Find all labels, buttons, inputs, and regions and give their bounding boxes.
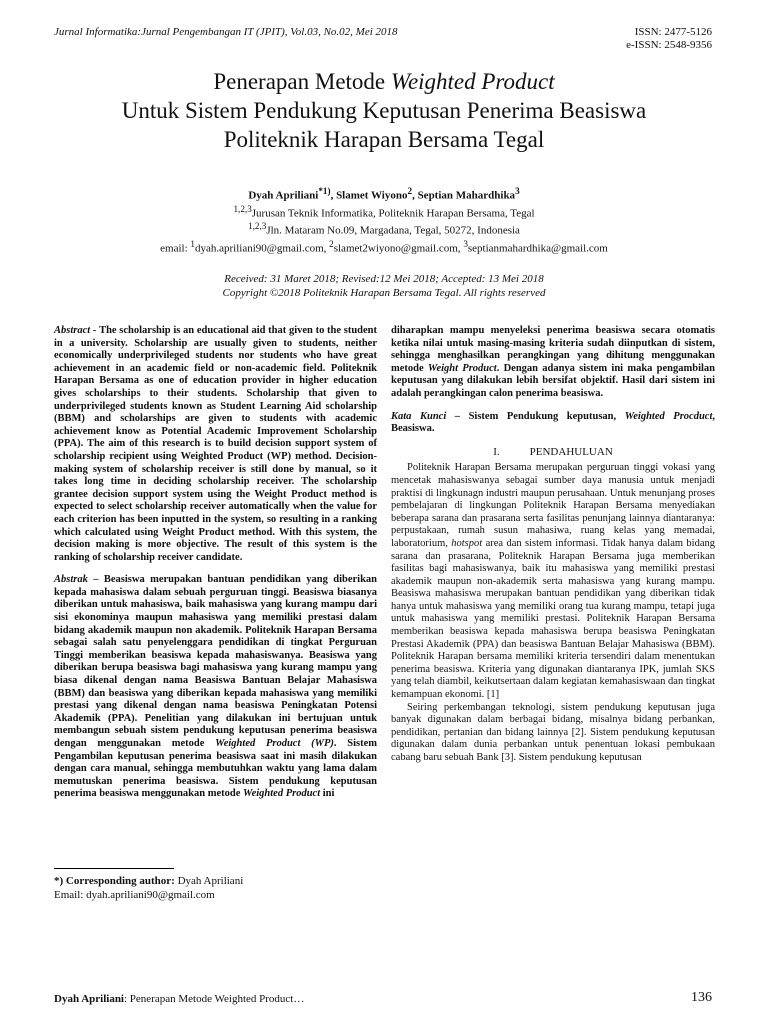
abstract-id-text-1: Beasiswa merupakan bantuan pendidikan yang diberikan kepada mahasiswa dalam sebuah perguruan tinggi. Beasiswa biasanya diberikan untuk mahasiswa, baik mahasiswa yang kurang mampu dari sisi ekonominya maupun mahasiswa yang memiliki prestasi dalam bidang akademik maupun non akademik. Politeknik Harapan Bersama sebagai salah satu penyelenggara pendidikan di tingkat Perguruan Tinggi memberikan beasiswa kepada mahasiswanya. Beasiswa yang diberikan berupa beasiswa bagi mahasiswa yang kurang mampu yang biasa dikenal dengan nama Beasiswa Bantuan Belajar Mahasiswa (BBM) dan beasiswa yang diberikan kepada mahasiswa yang memiliki prestasi yang dikenal dengan nama beasiswa Peningkatan Potensi Akademik (PPA). Penelitian yang dilakukan ini bertujuan untuk membangun sebuah sistem pendukung keputusan penerima beasiswa dengan menggunakan metode: [54, 574, 377, 749]
footer-title: : Penerapan Metode Weighted Product…: [124, 993, 305, 1005]
abstract-id-label: Abstrak –: [54, 574, 104, 586]
eissn: e-ISSN: 2548-9356: [626, 39, 712, 51]
corresponding-email: Email: dyah.apriliani90@gmail.com: [54, 889, 215, 901]
abstract-id-text-2: . Sistem Pengambilan keputusan penerima beasiswa saat ini masih dilakukan dengan cara manual, sehingga membutuhkan waktu yang lama dalam memutuskan penerima beasiswa. Sistem pendukung keputusan penerima beasiswa menggunakan metode: [54, 738, 377, 800]
keywords: [391, 411, 715, 436]
intro-p1-italic: hotspot: [451, 537, 483, 549]
abstract-en-text: The scholarship is an educational aid that given to the student in a university. Scholarship are usually given to students, neither economically underprivileged students nor students who have great achievement in an academic field or non-academic field. Politeknik Harapan Bersama as one of education provider in higher education gives scholarships to their students. Scholarship that given to underprivileged students known as Student Learning Aid scholarship (BBM) and scholarships are given to students with academic achievement know as Potential Academic Improvement Scholarship (PPA). The aim of this research is to build decision support system of scholarship recipient using Weighted Product (WP) method. Decision-making system of scholarship receiver is still done by manual, so it takes long time in deciding scholarship receiver. The scholarship grantee decision support system using the Weight Product method is expected to select scholarship receiver automatically when the value for each criterion has been inputted in the system, so resulting in a ranking which calculated using Weight Product method. With this system, the decision making is more objective. The result of this system is the ranking of scholarship receiver candidate.: [54, 325, 377, 563]
running-footer: [54, 993, 304, 1005]
right-column: [391, 325, 715, 765]
title-line-2: Untuk Sistem Pendukung Keputusan Penerima Beasiswa: [121, 98, 647, 123]
affiliation-1: $^{1,2,3}$Jurusan Teknik Informatika, Politeknik Harapan Bersama, Tegal: [233, 203, 535, 220]
footer-author: Dyah Apriliani: [54, 993, 124, 1005]
issn: ISSN: 2477-5126: [634, 26, 712, 38]
intro-p1-text-1: Politeknik Harapan Bersama merupakan perguruan tinggi vokasi yang mencetak mahasiswanya sebagai sumber daya manusia untuk menjadi praktisi di lingkunagn industri maupun perusahaan. Untuk menunjang proses pembelajaran di lingkungan Politeknik Harapan Bersama menyediakan beberapa sarana dan prasarana serta fasilitas penunjang lainnya diantaranya: perpustakaan, rumah susun mahasiwa, ruang kelas yang memadai, laboratorium,: [391, 462, 715, 549]
left-column: [54, 325, 377, 801]
abstract-id-text-3: ini: [320, 788, 335, 800]
abstract-id: [54, 574, 377, 801]
abstract-en-label: Abstract -: [54, 325, 100, 336]
keywords-text-pre: Sistem Pendukung keputusan,: [468, 410, 625, 422]
date-block: [0, 272, 768, 300]
author-block: [0, 185, 768, 256]
intro-paragraph-1: [391, 462, 715, 701]
corresponding-line: [54, 874, 377, 888]
issn-block: [626, 26, 712, 52]
keywords-label: Kata Kunci –: [391, 410, 469, 422]
title-line-3: Politeknik Harapan Bersama Tegal: [223, 127, 545, 152]
intro-p1-text-2: area dan sistem informasi. Tidak hanya dalam bidang sarana dan prasarana, Politeknik Harapan Bersama juga memberikan fasilitas bagi mahasiswanya, baik itu mahasiswa yang memiliki prestasi akademik maupun non-akademik serta mahasiswa yang kurang mampu. Beasiswa mahasiswa merupakan bantuan pendidikan yang diberikan tidak hanya untuk mahasiswa yang memiliki orang tua kurang mampu, tetapi juga untuk mahasiswa yang memiliki prestasi. Politeknik Harapan Bersama memberikan beasiswa kepada mahasiswa berupa beasiswa Peningkatan Prestasi Akademik (PPA) dan beasiswa Bantuan Belajar Mahasiswa (BBM). Politeknik Harapan bersama memiliki kriteria tersendiri dalam menentukan penerima beasiswa. Kriteria yang digunakan diantaranya IPK, jumlah SKS yang telah diambil, keikutsertaan dalam kegiatan kemahasiswaan dan tingkat kemampuan ekonomi. [1]: [391, 537, 715, 701]
section-number: I.: [493, 445, 500, 458]
affiliation-2: $^{1,2,3}$Jln. Mataram No.09, Margadana, Tegal, 50272, Indonesia: [248, 221, 520, 237]
author-emails: email: $^1$dyah.apriliani90@gmail.com, $^2$slamet2wiyono@gmail.com, $^3$septianmahardhika@gmail.com: [160, 238, 608, 255]
page-number: 136: [691, 990, 712, 1005]
footnote-divider: [54, 868, 174, 869]
abstract-id-continuation: [391, 325, 715, 401]
keywords-italic: Weighted Procduct: [624, 410, 713, 422]
abstract-cont-italic: Weight Product: [427, 362, 497, 374]
corresponding-name: Dyah Apriliani: [177, 875, 244, 887]
abstract-en: [54, 325, 377, 564]
received-dates: Received: 31 Maret 2018; Revised:12 Mei 2018; Accepted: 13 Mei 2018: [224, 273, 544, 285]
corresponding-author: [54, 874, 377, 902]
abstract-id-italic-1: Weighted Product (WP): [215, 738, 334, 749]
author-names: Dyah Apriliani$^{*1)}$, Slamet Wiyono$^2$, Septian Mahardhika$^3$: [248, 186, 520, 202]
corresponding-label: *) Corresponding author:: [54, 875, 178, 887]
title-line-1: [0, 67, 768, 96]
intro-paragraph-2: Seiring perkembangan teknologi, sistem pendukung keputusan juga banyak digunakan dalam berbagai bidang, misalnya bidang perbankan, pendidikan, pertanian dan bidang lainnya [2]. Sistem pendukung keputusan digunakan dalam dunia perbankan untuk penentuan lokasi pembukaan cabang baru sebuah Bank [3]. Sistem pendukung keputusan: [391, 701, 715, 763]
keywords-text-post: , Beasiswa.: [391, 410, 715, 435]
section-heading: [391, 446, 715, 459]
journal-header: Jurnal Informatika:Jurnal Pengembangan IT (JPIT), Vol.03, No.02, Mei 2018: [54, 26, 398, 38]
title-line-1-italic: Weighted Product: [390, 69, 555, 94]
title-line-1-text: Penerapan Metode: [213, 69, 391, 94]
section-title: PENDAHULUAN: [529, 445, 613, 458]
abstract-id-italic-2: Weighted Product: [243, 788, 321, 800]
copyright: Copyright ©2018 Politeknik Harapan Bersama Tegal. All rights reserved: [222, 287, 546, 299]
abstract-cont-text-2: . Dengan adanya sistem ini maka pengambilan keputusan yang dilakukan lebih bersifat objektif. Hasil dari sistem ini adalah perangkingan calon penerima beasiswa.: [391, 362, 716, 399]
paper-title: [0, 67, 768, 154]
abstract-cont-text-1: diharapkan mampu menyeleksi penerima beasiswa secara otomatis ketika nilai untuk masing-masing kriteria sudah diinputkan di sistem, sehingga menghasilkan perangkingan yang dihitung menggunakan metode: [391, 325, 715, 374]
